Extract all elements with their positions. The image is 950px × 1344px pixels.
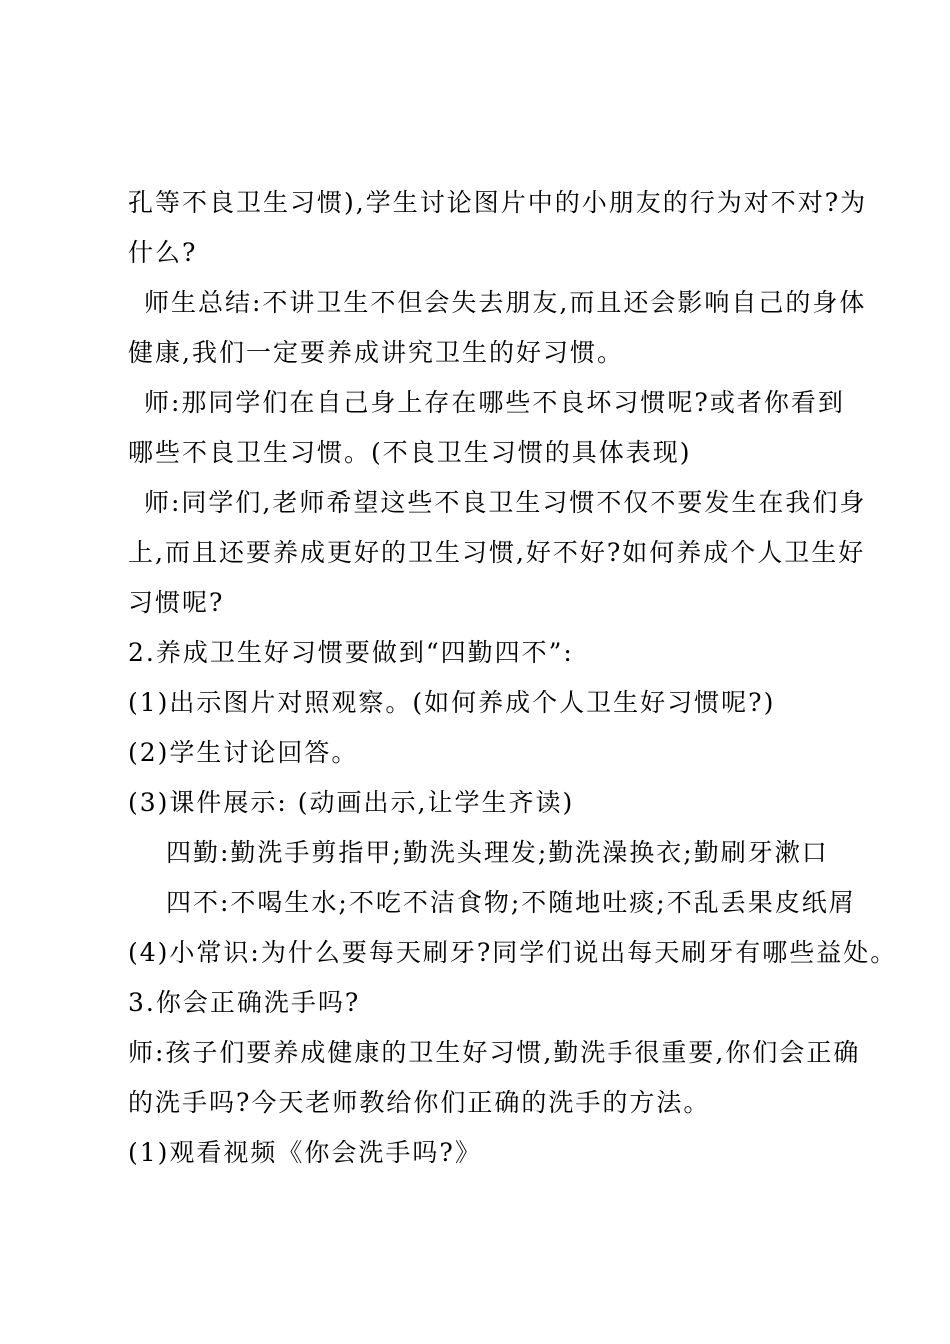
text-line: 健康,我们一定要养成讲究卫生的好习惯。 xyxy=(128,338,624,367)
text-line: 孔等不良卫生习惯),学生讨论图片中的小朋友的行为对不对?为 xyxy=(128,188,868,217)
text-line: (1)出示图片对照观察。(如何养成个人卫生好习惯呢?) xyxy=(128,688,776,717)
text-line: 四不:不喝生水;不吃不洁食物;不随地吐痰;不乱丢果皮纸屑 xyxy=(166,888,856,917)
text-line: 师:那同学们在自己身上存在哪些不良坏习惯呢?或者你看到 xyxy=(144,388,845,417)
text-line: 2.养成卫生好习惯要做到“四勤四不”: xyxy=(128,638,574,667)
text-line: (3)课件展示: (动画出示,让学生齐读) xyxy=(128,788,575,817)
text-line: 四勤:勤洗手剪指甲;勤洗头理发;勤洗澡换衣;勤刷牙漱口 xyxy=(166,838,829,867)
text-line: (2)学生讨论回答。 xyxy=(128,738,359,767)
text-line: (4)小常识:为什么要每天刷牙?同学们说出每天刷牙有哪些益处。 xyxy=(128,938,898,967)
text-line: 3.你会正确洗手吗? xyxy=(128,988,361,1017)
text-line: 师:孩子们要养成健康的卫生好习惯,勤洗手很重要,你们会正确 xyxy=(128,1038,861,1067)
text-line: 哪些不良卫生习惯。(不良卫生习惯的具体表现) xyxy=(128,438,692,467)
text-line: 的洗手吗?今天老师教给你们正确的洗手的方法。 xyxy=(128,1088,711,1117)
text-line: 师生总结:不讲卫生不但会失去朋友,而且还会影响自己的身体 xyxy=(144,288,867,317)
text-line: 什么? xyxy=(128,238,198,267)
text-line: (1)观看视频《你会洗手吗?》 xyxy=(128,1138,482,1167)
text-line: 师:同学们,老师希望这些不良卫生习惯不仅不要发生在我们身 xyxy=(144,488,867,517)
text-line: 上,而且还要养成更好的卫生习惯,好不好?如何养成个人卫生好 xyxy=(128,538,866,567)
text-line: 习惯呢? xyxy=(128,588,225,617)
document-body xyxy=(128,178,898,1178)
